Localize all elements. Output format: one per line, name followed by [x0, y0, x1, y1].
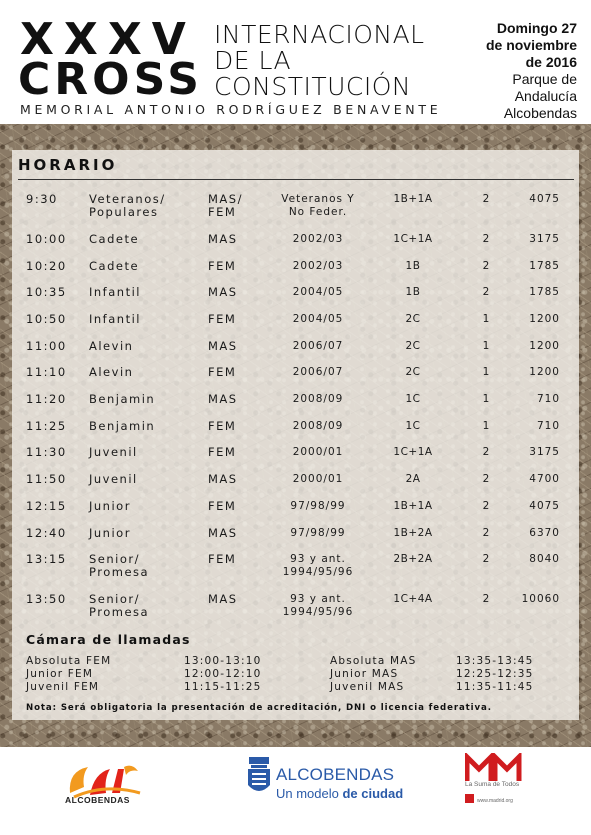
- schedule-cell-distance: 1785: [529, 286, 560, 298]
- schedule-cell-distance: 4700: [529, 473, 560, 485]
- schedule-cell-category: Alevin: [89, 365, 134, 379]
- schedule-cell-laps: 2: [482, 473, 490, 485]
- schedule-cell-laps: 2: [482, 500, 490, 512]
- date-line-2: de noviembre: [485, 37, 577, 53]
- schedule-cell-category: Juvenil: [89, 472, 138, 486]
- alcobendas-crest-icon: [246, 757, 272, 797]
- schedule-cell-sex: FEM: [208, 312, 237, 326]
- call-room-right-label: Junior MAS: [330, 668, 399, 680]
- accreditation-note: Nota: Será obligatoria la presentación de acreditación, DNI o licencia federativa.: [26, 703, 492, 713]
- place-line-2: Andalucía: [514, 88, 577, 104]
- schedule-cell-circuit: 1C: [405, 420, 421, 432]
- comunidad-madrid-slogan: La Suma de Todos: [465, 781, 520, 788]
- schedule-cell-laps: 1: [482, 393, 490, 405]
- schedule-cell-category: Infantil: [89, 312, 141, 326]
- schedule-cell-distance: 1785: [529, 260, 560, 272]
- schedule-cell-laps: 2: [482, 286, 490, 298]
- schedule-cell-time: 10:00: [26, 232, 67, 246]
- event-name-line-1: INTERNACIONAL: [214, 20, 425, 49]
- schedule-cell-circuit: 1B+2A: [393, 527, 433, 539]
- date-line-1: Domingo 27: [496, 20, 577, 36]
- schedule-cell-distance: 1200: [529, 340, 560, 352]
- call-room-right-label: Absoluta MAS: [330, 655, 417, 667]
- schedule-cell-category: Juvenil: [89, 445, 138, 459]
- schedule-cell-age: 2004/05: [292, 286, 344, 298]
- schedule-cell-sex: FEM: [208, 259, 237, 273]
- schedule-cell-laps: 1: [482, 420, 490, 432]
- schedule-cell-age: 93 y ant. 1994/95/96: [282, 593, 354, 618]
- schedule-cell-time: 11:20: [26, 392, 67, 406]
- call-room-left-time: 11:15-11:25: [184, 681, 262, 693]
- schedule-cell-time: 10:35: [26, 285, 67, 299]
- schedule-cell-laps: 2: [482, 527, 490, 539]
- call-room-left-label: Absoluta FEM: [26, 655, 112, 667]
- schedule-cell-time: 10:50: [26, 312, 67, 326]
- schedule-cell-time: 13:50: [26, 592, 67, 606]
- schedule-cell-distance: 6370: [529, 527, 560, 539]
- event-name-line-3: CONSTITUCIÓN: [214, 72, 412, 101]
- schedule-cell-laps: 2: [482, 446, 490, 458]
- schedule-cell-sex: FEM: [208, 552, 237, 566]
- call-room-left-time: 12:00-12:10: [184, 668, 262, 680]
- schedule-cell-sex: MAS: [208, 392, 238, 406]
- schedule-cell-laps: 1: [482, 340, 490, 352]
- schedule-cell-age: 2002/03: [292, 233, 344, 245]
- title-divider: [18, 179, 574, 180]
- schedule-cell-laps: 1: [482, 313, 490, 325]
- schedule-cell-category: Alevin: [89, 339, 134, 353]
- schedule-cell-distance: 1200: [529, 366, 560, 378]
- schedule-cell-circuit: 2C: [405, 313, 421, 325]
- schedule-cell-circuit: 1B+1A: [393, 500, 433, 512]
- schedule-cell-age: 2000/01: [292, 446, 344, 458]
- schedule-cell-category: Junior: [89, 499, 131, 513]
- call-room-right-time: 11:35-11:45: [456, 681, 534, 693]
- schedule-cell-category: Infantil: [89, 285, 141, 299]
- schedule-cell-category: Cadete: [89, 232, 140, 246]
- schedule-cell-distance: 4075: [529, 500, 560, 512]
- schedule-cell-laps: 2: [482, 593, 490, 605]
- schedule-cell-sex: FEM: [208, 365, 237, 379]
- comunidad-madrid-url: www.madrid.org: [477, 798, 513, 804]
- place-line-1: Parque de: [512, 71, 577, 87]
- schedule-cell-distance: 710: [536, 420, 560, 432]
- schedule-cell-distance: 4075: [529, 193, 560, 205]
- tagline-bold: de ciudad: [342, 786, 404, 801]
- schedule-cell-circuit: 1C+1A: [393, 446, 433, 458]
- schedule-cell-circuit: 1C+4A: [393, 593, 433, 605]
- schedule-cell-sex: FEM: [208, 445, 237, 459]
- schedule-cell-sex: MAS: [208, 232, 238, 246]
- schedule-cell-time: 9:30: [26, 192, 58, 206]
- schedule-cell-sex: MAS: [208, 339, 238, 353]
- schedule-cell-time: 13:15: [26, 552, 67, 566]
- alcobendas-city-logo-name: ALCOBENDAS: [276, 765, 395, 784]
- schedule-cell-time: 11:50: [26, 472, 67, 486]
- schedule-cell-circuit: 1B: [405, 286, 421, 298]
- schedule-cell-time: 11:25: [26, 419, 67, 433]
- poster-header: [0, 0, 591, 124]
- event-name-line-2: DE LA: [214, 46, 292, 75]
- schedule-cell-circuit: 1C: [405, 393, 421, 405]
- event-type: CROSS: [18, 54, 203, 105]
- schedule-cell-laps: 2: [482, 260, 490, 272]
- call-room-right-label: Juvenil MAS: [330, 681, 405, 693]
- schedule-cell-laps: 2: [482, 233, 490, 245]
- schedule-cell-sex: MAS/ FEM: [208, 192, 243, 219]
- schedule-cell-sex: FEM: [208, 499, 237, 513]
- schedule-cell-circuit: 1C+1A: [393, 233, 433, 245]
- schedule-cell-distance: 1200: [529, 313, 560, 325]
- schedule-cell-laps: 2: [482, 553, 490, 565]
- schedule-cell-circuit: 2C: [405, 340, 421, 352]
- schedule-cell-circuit: 2C: [405, 366, 421, 378]
- schedule-cell-time: 10:20: [26, 259, 67, 273]
- schedule-cell-age: 97/98/99: [290, 500, 346, 512]
- comunidad-madrid-logo: [465, 753, 525, 783]
- alcobendas-city-logo-tagline: [276, 786, 403, 801]
- memorial-subtitle: MEMORIAL ANTONIO RODRÍGUEZ BENAVENTE: [20, 102, 442, 117]
- schedule-cell-age: 2004/05: [292, 313, 344, 325]
- schedule-title: HORARIO: [18, 156, 118, 174]
- call-room-right-time: 12:25-12:35: [456, 668, 534, 680]
- call-room-left-label: Juvenil FEM: [26, 681, 100, 693]
- schedule-cell-time: 12:40: [26, 526, 67, 540]
- schedule-cell-age: 2008/09: [292, 393, 344, 405]
- event-date-place: [457, 20, 577, 122]
- madrid-flag-icon: [465, 794, 474, 803]
- place-line-3: Alcobendas: [503, 105, 577, 121]
- schedule-cell-age: 2006/07: [292, 340, 344, 352]
- schedule-cell-circuit: 2B+2A: [393, 553, 433, 565]
- call-room-left-label: Junior FEM: [26, 668, 94, 680]
- schedule-cell-age: 93 y ant. 1994/95/96: [282, 553, 354, 578]
- schedule-cell-sex: MAS: [208, 472, 238, 486]
- schedule-cell-time: 11:00: [26, 339, 67, 353]
- schedule-cell-time: 11:30: [26, 445, 67, 459]
- call-room-left-time: 13:00-13:10: [184, 655, 262, 667]
- schedule-cell-category: Junior: [89, 526, 131, 540]
- schedule-cell-category: Senior/ Promesa: [89, 592, 150, 619]
- schedule-cell-distance: 8040: [529, 553, 560, 565]
- schedule-cell-laps: 2: [482, 193, 490, 205]
- date-line-3: de 2016: [525, 54, 577, 70]
- schedule-cell-sex: MAS: [208, 285, 238, 299]
- schedule-cell-time: 12:15: [26, 499, 67, 513]
- sponsor-footer: [0, 747, 591, 835]
- schedule-cell-sex: FEM: [208, 419, 237, 433]
- event-name: [214, 22, 425, 100]
- schedule-cell-circuit: 1B+1A: [393, 193, 433, 205]
- schedule-cell-category: Cadete: [89, 259, 140, 273]
- tagline-plain: Un modelo: [276, 786, 343, 801]
- schedule-cell-circuit: 1B: [405, 260, 421, 272]
- edition-number: XXXV: [20, 14, 196, 65]
- alcobendas-sports-logo-text: ALCOBENDAS: [65, 795, 130, 805]
- schedule-cell-circuit: 2A: [405, 473, 421, 485]
- schedule-cell-age: Veteranos Y No Feder.: [281, 193, 355, 218]
- schedule-cell-laps: 1: [482, 366, 490, 378]
- call-room-right-time: 13:35-13:45: [456, 655, 534, 667]
- schedule-cell-distance: 3175: [529, 446, 560, 458]
- schedule-cell-age: 2008/09: [292, 420, 344, 432]
- schedule-cell-age: 2006/07: [292, 366, 344, 378]
- schedule-cell-sex: MAS: [208, 592, 238, 606]
- schedule-cell-age: 97/98/99: [290, 527, 346, 539]
- schedule-cell-age: 2002/03: [292, 260, 344, 272]
- schedule-cell-category: Senior/ Promesa: [89, 552, 150, 579]
- schedule-cell-category: Benjamin: [89, 419, 156, 433]
- schedule-cell-sex: MAS: [208, 526, 238, 540]
- schedule-cell-distance: 3175: [529, 233, 560, 245]
- schedule-cell-category: Veteranos/ Populares: [89, 192, 166, 219]
- schedule-cell-distance: 10060: [521, 593, 560, 605]
- schedule-cell-age: 2000/01: [292, 473, 344, 485]
- schedule-cell-category: Benjamin: [89, 392, 156, 406]
- call-room-title: Cámara de llamadas: [26, 632, 191, 647]
- schedule-cell-distance: 710: [536, 393, 560, 405]
- schedule-cell-time: 11:10: [26, 365, 67, 379]
